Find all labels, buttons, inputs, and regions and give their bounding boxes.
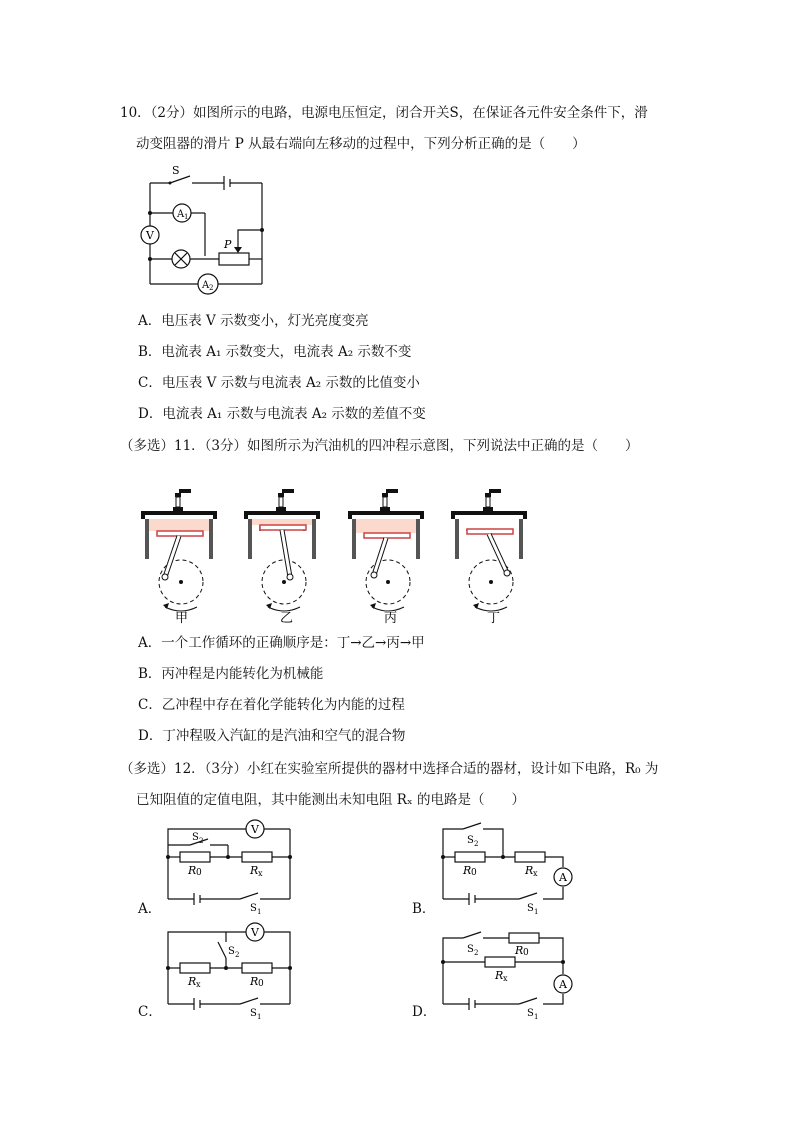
svg-text:V: V <box>251 823 259 836</box>
svg-text:2: 2 <box>474 840 479 848</box>
svg-text:S: S <box>527 1008 534 1019</box>
q11-engine-strokes-diagram <box>130 462 550 632</box>
q10-option-b: B．电流表 A₁ 示数变大，电流表 A₂ 示数不变 <box>138 344 412 360</box>
svg-text:x: x <box>196 980 201 989</box>
q10-option-d: D．电流表 A₁ 示数与电流表 A₂ 示数的差值不变 <box>138 406 426 422</box>
svg-text:R: R <box>188 864 197 877</box>
svg-text:A: A <box>559 978 567 991</box>
switch-lever <box>170 176 190 183</box>
q10-stem-line1: 10．（2分）如图所示的电路，电源电压恒定，闭合开关S，在保证各元件安全条件下，滑 <box>120 105 648 121</box>
svg-text:R: R <box>188 975 197 988</box>
a2-label: A <box>202 280 210 291</box>
svg-text:S: S <box>192 832 199 843</box>
svg-text:1: 1 <box>257 1013 262 1020</box>
svg-text:S: S <box>228 946 235 957</box>
svg-text:1: 1 <box>534 1013 539 1020</box>
stroke-label-yi: 乙 <box>280 611 294 626</box>
slider-label: P <box>224 238 232 251</box>
svg-text:x: x <box>533 869 538 878</box>
q12-stem-line2: 已知阻值的定值电阻，其中能测出未知电阻 Rₓ 的电路是（ ） <box>136 792 525 808</box>
svg-text:S: S <box>527 903 534 914</box>
svg-text:1: 1 <box>184 213 189 221</box>
q12-option-c-letter: C． <box>138 1004 162 1020</box>
svg-text:0: 0 <box>471 868 477 878</box>
svg-text:x: x <box>503 974 508 983</box>
q11-option-d: D．丁冲程吸入汽缸的是汽油和空气的混合物 <box>138 728 406 744</box>
svg-text:0: 0 <box>258 979 264 989</box>
svg-text:R: R <box>525 864 534 877</box>
q12-option-b-letter: B． <box>412 901 436 917</box>
svg-text:2: 2 <box>235 951 240 959</box>
q12-option-a-letter: A． <box>138 901 162 917</box>
q12-option-d-letter: D． <box>412 1004 437 1020</box>
svg-text:R: R <box>463 864 472 877</box>
svg-text:0: 0 <box>523 948 529 958</box>
svg-text:R: R <box>250 975 259 988</box>
q10-circuit-diagram <box>130 160 280 300</box>
stroke-label-ding: 丁 <box>487 611 501 626</box>
switch-label: S <box>172 164 180 177</box>
stroke-label-bing: 丙 <box>384 611 398 626</box>
svg-text:A: A <box>559 871 567 884</box>
q12-stem-line1: （多选）12．（3分）小红在实验室所提供的器材中选择合适的器材，设计如下电路，R₀ 为 <box>120 761 659 777</box>
stroke-label-jia: 甲 <box>175 611 189 626</box>
a1-label: A <box>177 209 185 220</box>
q12-circuit-b <box>435 815 585 915</box>
svg-text:V: V <box>251 926 259 939</box>
svg-text:1: 1 <box>534 908 539 915</box>
voltmeter-label: V <box>146 229 154 242</box>
svg-text:S: S <box>250 903 257 914</box>
svg-text:0: 0 <box>196 868 202 878</box>
q11-stem: （多选）11．（3分）如图所示为汽油机的四冲程示意图，下列说法中正确的是（ ） <box>120 438 639 454</box>
svg-text:2: 2 <box>474 949 479 957</box>
q11-option-a: A．一个工作循环的正确顺序是：丁→乙→丙→甲 <box>138 635 425 651</box>
q10-option-a: A．电压表 V 示数变小，灯光亮度变亮 <box>138 313 369 329</box>
svg-text:S: S <box>467 835 474 846</box>
svg-text:R: R <box>250 864 259 877</box>
svg-text:2: 2 <box>199 837 204 845</box>
q12-circuit-a <box>160 815 300 915</box>
svg-text:S: S <box>467 944 474 955</box>
svg-text:R: R <box>495 969 504 982</box>
q12-circuit-d <box>435 920 585 1020</box>
svg-text:1: 1 <box>257 908 262 915</box>
q12-circuit-c <box>160 920 300 1020</box>
q11-option-c: C．乙冲程中存在着化学能转化为内能的过程 <box>138 697 405 713</box>
q10-option-c: C．电压表 V 示数与电流表 A₂ 示数的比值变小 <box>138 375 420 391</box>
q11-option-b: B．丙冲程是内能转化为机械能 <box>138 666 324 682</box>
svg-text:2: 2 <box>209 284 214 292</box>
svg-text:x: x <box>258 869 263 878</box>
q10-stem-line2: 动变阻器的滑片 P 从最右端向左移动的过程中，下列分析正确的是（ ） <box>136 136 586 152</box>
svg-text:R: R <box>515 944 524 957</box>
svg-text:S: S <box>250 1008 257 1019</box>
